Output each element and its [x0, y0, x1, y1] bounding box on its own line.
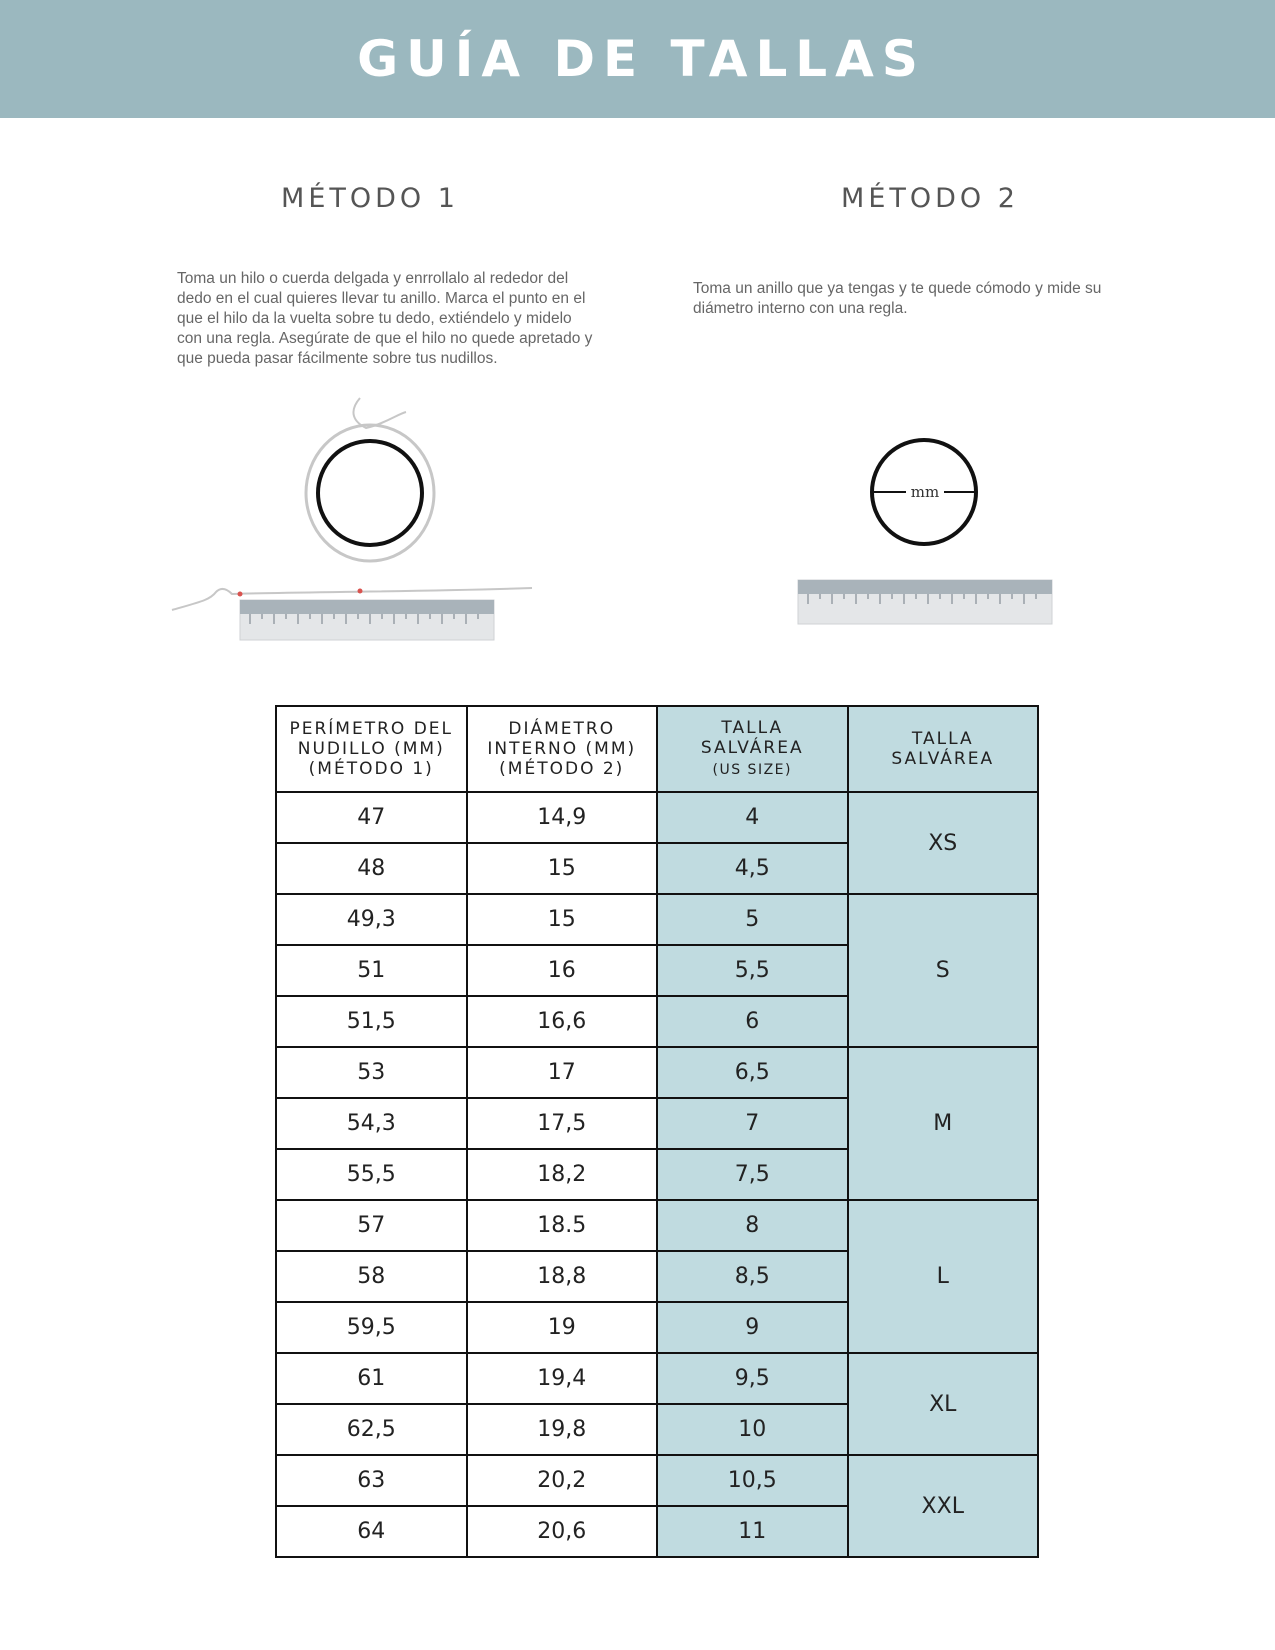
ring-icon [318, 441, 422, 545]
table-row [276, 894, 1038, 945]
diameter-cell: 20,6 [467, 1506, 658, 1557]
us-size-cell: 11 [657, 1506, 848, 1557]
diameter-cell: 16 [467, 945, 658, 996]
method-1-instructions: Toma un hilo o cuerda delgada y enrrollalo al rededor del dedo en el cual quieres llevar tu anillo. Marca el punto en el que el hilo da la vuelta sobre tu dedo, extiéndelo y midelo con una regla. Asegúrate de que el hilo no quede apretado y que pueda pasar fácilmente sobre tus nudillos. [177, 270, 593, 367]
diameter-cell: 19,8 [467, 1404, 658, 1455]
us-size-cell: 9 [657, 1302, 848, 1353]
diameter-cell: 16,6 [467, 996, 658, 1047]
us-size-cell: 10 [657, 1404, 848, 1455]
ruler-icon [240, 600, 494, 640]
us-size-cell: 7 [657, 1098, 848, 1149]
perimeter-cell: 49,3 [276, 894, 467, 945]
string-ring-illustration [170, 388, 540, 658]
us-size-cell: 5,5 [657, 945, 848, 996]
salvarea-size-cell: S [848, 894, 1039, 1047]
perimeter-cell: 64 [276, 1506, 467, 1557]
table-row [276, 1455, 1038, 1506]
diameter-cell: 19 [467, 1302, 658, 1353]
perimeter-cell: 48 [276, 843, 467, 894]
salvarea-size-cell: XS [848, 792, 1039, 894]
table-header-row [276, 706, 1038, 792]
diameter-cell: 18,2 [467, 1149, 658, 1200]
diameter-cell: 18,8 [467, 1251, 658, 1302]
table-row [276, 1047, 1038, 1098]
ring-diameter-illustration [790, 420, 1060, 645]
us-size-cell: 9,5 [657, 1353, 848, 1404]
us-size-cell: 7,5 [657, 1149, 848, 1200]
us-size-cell: 4,5 [657, 843, 848, 894]
method-1-title: MÉTODO 1 [281, 183, 459, 214]
perimeter-cell: 62,5 [276, 1404, 467, 1455]
perimeter-cell: 61 [276, 1353, 467, 1404]
table-row [276, 1200, 1038, 1251]
us-size-cell: 6 [657, 996, 848, 1047]
perimeter-cell: 51,5 [276, 996, 467, 1047]
method-2-instructions: Toma un anillo que ya tengas y te quede cómodo y mide su diámetro interno con una regla. [693, 280, 1102, 317]
diameter-cell: 17,5 [467, 1098, 658, 1149]
perimeter-cell: 57 [276, 1200, 467, 1251]
perimeter-cell: 63 [276, 1455, 467, 1506]
diameter-cell: 15 [467, 843, 658, 894]
perimeter-cell: 53 [276, 1047, 467, 1098]
us-size-cell: 8,5 [657, 1251, 848, 1302]
us-size-cell: 10,5 [657, 1455, 848, 1506]
perimeter-cell: 59,5 [276, 1302, 467, 1353]
header-salvarea-size: TALLA SALVÁREA [848, 706, 1039, 792]
salvarea-size-cell: L [848, 1200, 1039, 1353]
diameter-cell: 19,4 [467, 1353, 658, 1404]
page-header [0, 0, 1275, 118]
salvarea-size-cell: M [848, 1047, 1039, 1200]
diameter-cell: 17 [467, 1047, 658, 1098]
perimeter-cell: 54,3 [276, 1098, 467, 1149]
table-row [276, 1353, 1038, 1404]
perimeter-cell: 55,5 [276, 1149, 467, 1200]
diameter-cell: 20,2 [467, 1455, 658, 1506]
page-title: GUÍA DE TALLAS [357, 30, 926, 88]
table-row [276, 792, 1038, 843]
perimeter-cell: 58 [276, 1251, 467, 1302]
ruler-icon [798, 580, 1052, 624]
us-size-cell: 4 [657, 792, 848, 843]
us-size-cell: 5 [657, 894, 848, 945]
diameter-cell: 18.5 [467, 1200, 658, 1251]
size-table-body [276, 792, 1038, 1557]
perimeter-cell: 51 [276, 945, 467, 996]
diameter-label: mm [910, 483, 940, 501]
method-2-title: MÉTODO 2 [841, 183, 1019, 214]
header-diameter: DIÁMETRO INTERNO (MM) (MÉTODO 2) [467, 706, 658, 792]
salvarea-size-cell: XXL [848, 1455, 1039, 1557]
us-size-cell: 8 [657, 1200, 848, 1251]
diameter-cell: 14,9 [467, 792, 658, 843]
size-table [275, 705, 1039, 1558]
header-us-size: TALLA SALVÁREA (US SIZE) [657, 706, 848, 792]
us-size-cell: 6,5 [657, 1047, 848, 1098]
diameter-cell: 15 [467, 894, 658, 945]
header-perimeter: PERÍMETRO DEL NUDILLO (MM) (MÉTODO 1) [276, 706, 467, 792]
perimeter-cell: 47 [276, 792, 467, 843]
salvarea-size-cell: XL [848, 1353, 1039, 1455]
